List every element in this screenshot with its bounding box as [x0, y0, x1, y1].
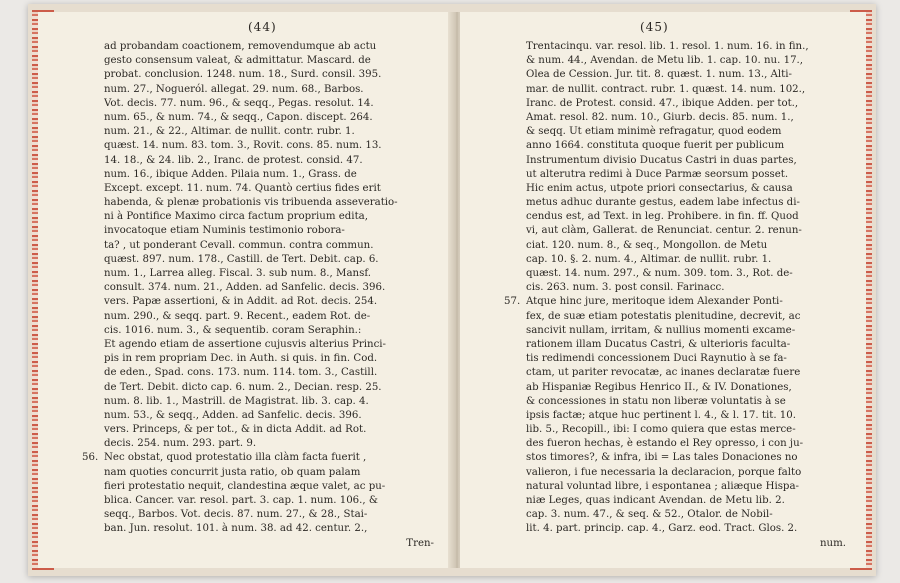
text-line: ta? , ut ponderant Cevall. commun. contra commun. [104, 239, 374, 251]
paragraph-text [526, 295, 846, 536]
text-line: quæst. 14. num. 83. tom. 3., Rovit. cons. 85. num. 13. [104, 140, 382, 152]
text-line: valieron, i fue necessaria la declaracion, porque falto [526, 466, 802, 478]
text-line: cap. 10. §. 2. num. 4., Altimar. de nullit. rubr. 1. [526, 253, 772, 265]
catchword: Tren- [406, 537, 434, 549]
text-line: nam quoties concurrit justa ratio, ob quam palam [104, 466, 361, 478]
text-line: sancivit nullam, irritam, & nullius momenti excame- [526, 324, 796, 336]
text-line: Et agendo etiam de assertione cujusvis alterius Princi- [104, 338, 386, 350]
text-line: ctam, ut pariter revocatæ, ac inanes declaratæ fuere [526, 367, 801, 379]
text-line: lit. 4. part. princip. cap. 4., Garz. eod. Tract. Glos. 2. [526, 523, 798, 535]
text-line: Iranc. de Protest. consid. 47., ibique Adden. per tot., [526, 97, 799, 109]
text-line: Amat. resol. 82. num. 10., Giurb. decis. 85. num. 1., [526, 111, 794, 123]
text-line: ut alterutra redimi à Duce Parmæ seorsum posset. [526, 168, 789, 180]
text-line: num. 21., & 22., Altimar. de nullit. contr. rubr. 1. [104, 126, 355, 138]
text-line: invocatoque etiam Numinis testimonio robora- [104, 225, 345, 237]
text-block [104, 40, 434, 451]
text-line: vers. Papæ assertioni, & in Addit. ad Rot. decis. 254. [104, 296, 378, 308]
text-line: quæst. 14. num. 297., & num. 309. tom. 3., Rot. de- [526, 268, 793, 279]
text-line: pis in rem propriam Dec. in Auth. si quis. in fin. Cod. [104, 353, 378, 365]
text-line: & num. 44., Avendan. de Metu lib. 1. cap. 10. nu. 17., [526, 55, 804, 67]
text-line: num. 8. lib. 1., Mastrill. de Magistrat. lib. 3. cap. 4. [104, 395, 369, 407]
paragraph-56 [82, 451, 434, 536]
text-line: gesto consensum valeat, & admittatur. Mascard. de [104, 55, 371, 67]
text-line: ciat. 120. num. 8., & seq., Mongollon. de Metu [526, 239, 768, 251]
text-line: seqq., Barbos. Vot. decis. 87. num. 27., & 28., Stai- [104, 509, 368, 521]
text-line: num. 1., Larrea alleg. Fiscal. 3. sub num. 8., Mansf. [104, 268, 371, 279]
text-line: Except. except. 11. num. 74. Quantò certius fides erit [104, 182, 381, 194]
page-number: (44) [248, 20, 277, 34]
text-line: consult. 374. num. 21., Adden. ad Sanfelic. decis. 396. [104, 282, 386, 294]
text-line: cap. 3. num. 47., & seq. & 52., Otalor. de Nobil- [526, 509, 773, 521]
text-line: ipsis factæ; atque huc pertinent l. 4., & l. 17. tit. 10. [526, 409, 796, 421]
text-line: quæst. 897. num. 178., Castill. de Tert. Debit. cap. 6. [104, 253, 379, 265]
text-line: fieri protestatio nequit, clandestina æque valet, ac pu- [104, 480, 386, 492]
text-line: de eden., Spad. cons. 173. num. 114. tom. 3., Castill. [104, 367, 378, 379]
text-line: cendus est, ad Text. in leg. Prohibere. in fin. ff. Quod [526, 211, 799, 223]
text-line: num. 27., Nogueról. allegat. 29. num. 68., Barbos. [104, 83, 364, 95]
text-line: num. 65., & num. 74., & seqq., Capon. discept. 264. [104, 111, 373, 123]
text-line: stos timores?, & infra, ibi = Las tales Donaciones no [526, 452, 798, 464]
paragraph-number: 56. [82, 452, 99, 464]
text-line: num. 16., ibique Adden. Pilaia num. 1., Grass. de [104, 168, 357, 180]
text-line: num. 53., & seqq., Adden. ad Sanfelic. decis. 396. [104, 409, 362, 421]
text-line: mar. de nullit. contract. rubr. 1. quæst. 14. num. 102., [526, 83, 806, 95]
text-line: lib. 5., Recopill., ibi: I como quiera que estas merce- [526, 424, 796, 436]
text-line: Instrumentum divisio Ducatus Castri in duas partes, [526, 154, 797, 166]
text-line: vi, aut clàm, Gallerat. de Renunciat. centur. 2. renun- [526, 225, 802, 237]
text-line: probat. conclusion. 1248. num. 18., Surd. consil. 395. [104, 69, 382, 81]
text-line: niæ Leges, quas indicant Avendan. de Metu lib. 2. [526, 495, 785, 506]
text-line: & concessiones in statu non liberæ voluntatis à se [526, 395, 786, 407]
text-line: ad probandam coactionem, removendumque ab actu [104, 41, 377, 52]
text-block [526, 40, 846, 295]
open-book [28, 4, 876, 576]
text-line: natural voluntad libre, i espontanea ; aliæque Hispa- [526, 480, 799, 492]
text-line: Vot. decis. 77. num. 96., & seqq., Pegas. resolut. 14. [104, 97, 374, 109]
page-text [504, 40, 846, 551]
text-line: fex, de suæ etiam potestatis plenitudine, decrevit, ac [526, 310, 801, 322]
paragraph-number: 57. [504, 296, 521, 308]
text-line: ab Hispaniæ Regibus Henrico II., & IV. Donationes, [526, 381, 792, 393]
text-line: Atque hinc jure, meritoque idem Alexander Ponti- [526, 296, 783, 308]
text-line: ni à Pontifice Maximo circa factum proprium edita, [104, 211, 368, 223]
text-line: Olea de Cession. Jur. tit. 8. quæst. 1. num. 13., Alti- [526, 69, 792, 81]
text-line: Trentacinqu. var. resol. lib. 1. resol. 1. num. 16. in fin., [526, 41, 809, 52]
paragraph-text [104, 451, 434, 536]
text-line: Nec obstat, quod protestatio illa clàm facta fuerit , [104, 452, 367, 464]
text-line: num. 290., & seqq. part. 9. Recent., eadem Rot. de- [104, 310, 371, 322]
text-line: habenda, & plenæ probationis vis tribuenda asseveratio- [104, 197, 398, 209]
page-number: (45) [640, 20, 669, 34]
text-line: vers. Princeps, & per tot., & in dicta Addit. ad Rot. [104, 424, 367, 436]
text-line: rationem illam Ducatus Castri, & ulterioris faculta- [526, 338, 791, 350]
paragraph-57 [504, 295, 846, 536]
text-line: metus adhuc durante gestus, eadem labe infectus di- [526, 197, 800, 209]
text-line: ban. Jun. resolut. 101. à num. 38. ad 42. centur. 2., [104, 523, 368, 535]
right-page [460, 12, 866, 568]
text-line: des fueron hechas, è estando el Rey opresso, i con ju- [526, 438, 804, 450]
text-line: & seqq. Ut etiam minimè refragatur, quod eodem [526, 126, 782, 138]
text-line: cis. 1016. num. 3., & sequentib. coram Seraphin.: [104, 324, 362, 336]
page-text [82, 40, 434, 551]
text-line: tis redimendi concessionem Duci Raynutio à se fa- [526, 353, 787, 365]
text-line: de Tert. Debit. dicto cap. 6. num. 2., Decian. resp. 25. [104, 381, 382, 393]
text-line: 14. 18., & 24. lib. 2., Iranc. de protest. consid. 47. [104, 154, 363, 166]
text-line: cis. 263. num. 3. post consil. Farinacc. [526, 282, 725, 294]
text-line: decis. 254. num. 293. part. 9. [104, 438, 257, 450]
text-line: Hic enim actus, utpote priori consectarius, & causa [526, 182, 793, 194]
text-line: blica. Cancer. var. resol. part. 3. cap. 1. num. 106., & [104, 495, 378, 506]
left-page [38, 12, 454, 568]
text-line: anno 1664. constituta quoque fuerit per publicum [526, 140, 785, 152]
catchword: num. [819, 537, 846, 549]
